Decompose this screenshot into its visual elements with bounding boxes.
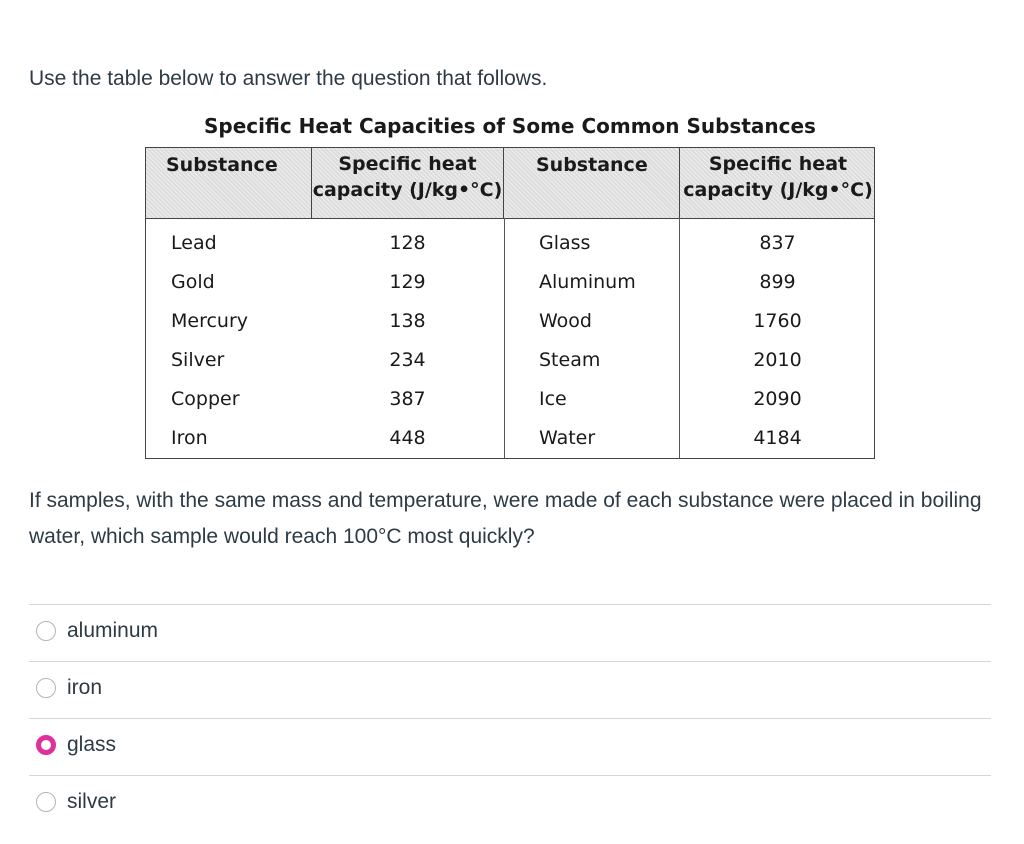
header-capacity-2: Specific heat capacity (J/kg•°C) <box>679 148 876 218</box>
capacity-cell: 2090 <box>753 388 802 410</box>
capacity-cell: 234 <box>389 349 426 371</box>
table-row <box>146 302 874 341</box>
radio-button[interactable] <box>36 792 56 812</box>
capacity-cell: 387 <box>389 388 426 410</box>
capacity-cell: 138 <box>389 310 426 332</box>
table-body <box>146 218 874 458</box>
option-divider <box>29 604 991 605</box>
capacity-cell: 4184 <box>753 427 802 449</box>
capacity-cell: 837 <box>759 232 796 254</box>
table-row <box>146 224 874 263</box>
header-capacity-1: Specific heat capacity (J/kg•°C) <box>311 148 504 218</box>
table-row <box>146 341 874 380</box>
table-row <box>146 263 874 302</box>
answer-label[interactable]: glass <box>67 733 117 756</box>
answer-label[interactable]: aluminum <box>67 619 159 642</box>
radio-button-selected[interactable] <box>36 735 56 755</box>
capacity-cell: 128 <box>389 232 426 254</box>
question-text: If samples, with the same mass and temperature, were made of each substance were placed in boiling water, which sample would reach 100°C most quickly? <box>29 489 982 548</box>
capacity-cell: 448 <box>389 427 426 449</box>
capacity-cell: 129 <box>389 271 426 293</box>
capacity-cell: 2010 <box>753 349 802 371</box>
substance-cell: Mercury <box>171 310 249 332</box>
substance-cell: Lead <box>171 232 217 254</box>
substance-cell: Aluminum <box>539 271 636 293</box>
table-row <box>146 380 874 419</box>
table-title: Specific Heat Capacities of Some Common Substances <box>204 114 816 138</box>
substance-cell: Silver <box>171 349 225 371</box>
substance-cell: Glass <box>539 232 591 254</box>
substance-cell: Ice <box>539 388 567 410</box>
radio-button[interactable] <box>36 678 56 698</box>
option-divider <box>29 775 991 776</box>
substance-cell: Steam <box>539 349 601 371</box>
substance-cell: Copper <box>171 388 240 410</box>
answer-label[interactable]: iron <box>67 676 103 699</box>
specific-heat-table <box>145 147 875 459</box>
table-header <box>146 148 874 219</box>
header-substance-1: Substance <box>166 154 278 176</box>
header-substance-2: Substance <box>536 154 648 176</box>
option-divider <box>29 661 991 662</box>
substance-cell: Iron <box>171 427 208 449</box>
answer-label[interactable]: silver <box>67 790 117 813</box>
substance-cell: Water <box>539 427 596 449</box>
radio-button[interactable] <box>36 621 56 641</box>
capacity-cell: 1760 <box>753 310 802 332</box>
table-row <box>146 419 874 458</box>
substance-cell: Wood <box>539 310 592 332</box>
question-intro: Use the table below to answer the question that follows. <box>29 67 548 90</box>
option-divider <box>29 718 991 719</box>
substance-cell: Gold <box>171 271 215 293</box>
capacity-cell: 899 <box>759 271 796 293</box>
